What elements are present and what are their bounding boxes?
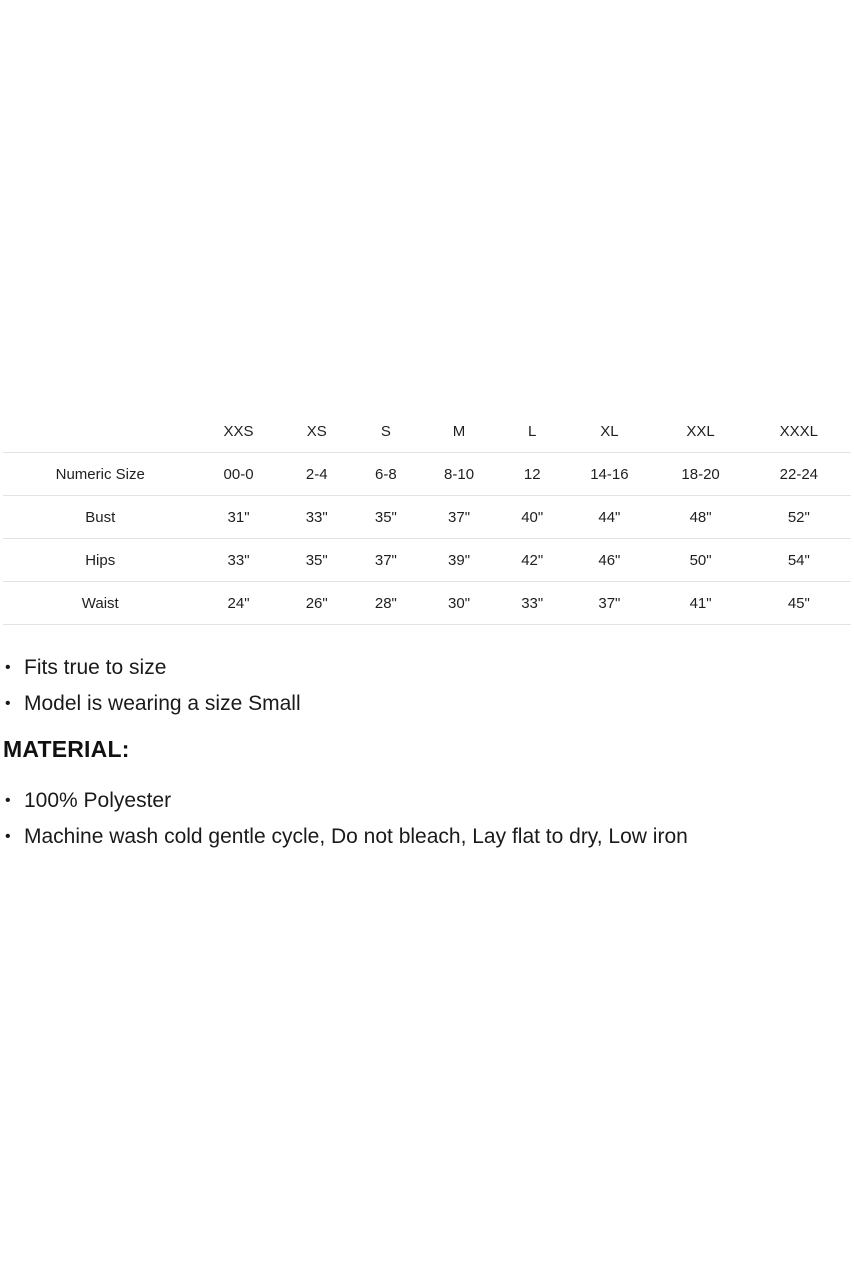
- table-cell: 00-0: [197, 453, 279, 496]
- header-size-s: S: [354, 410, 418, 453]
- header-size-xs: XS: [280, 410, 354, 453]
- table-cell: 45": [747, 582, 851, 625]
- row-label: Bust: [3, 496, 197, 539]
- table-cell: 35": [354, 496, 418, 539]
- table-cell: 28": [354, 582, 418, 625]
- table-cell: 33": [197, 539, 279, 582]
- table-cell: 46": [564, 539, 654, 582]
- row-label: Hips: [3, 539, 197, 582]
- bullet-icon: •: [5, 792, 11, 809]
- fit-note-text: Model is wearing a size Small: [24, 692, 301, 715]
- bullet-icon: •: [5, 659, 11, 676]
- table-cell: 50": [654, 539, 746, 582]
- table-cell: 14-16: [564, 453, 654, 496]
- list-item: [0, 783, 854, 819]
- table-cell: 54": [747, 539, 851, 582]
- table-cell: 33": [280, 496, 354, 539]
- table-cell: 22-24: [747, 453, 851, 496]
- size-header-row: [3, 410, 851, 453]
- material-item-text: 100% Polyester: [24, 789, 172, 812]
- table-cell: 37": [418, 496, 500, 539]
- header-size-xxs: XXS: [197, 410, 279, 453]
- size-chart-table: [3, 410, 851, 625]
- table-cell: 30": [418, 582, 500, 625]
- table-cell: 26": [280, 582, 354, 625]
- row-label: Waist: [3, 582, 197, 625]
- care-instructions-text: Machine wash cold gentle cycle, Do not bleach, Lay flat to dry, Low iron: [24, 825, 688, 848]
- table-row-bust: [3, 496, 851, 539]
- list-item: [0, 650, 854, 686]
- table-cell: 2-4: [280, 453, 354, 496]
- table-cell: 6-8: [354, 453, 418, 496]
- table-cell: 18-20: [654, 453, 746, 496]
- header-label-cell: [3, 410, 197, 453]
- table-cell: 35": [280, 539, 354, 582]
- table-cell: 52": [747, 496, 851, 539]
- list-item: [0, 819, 854, 855]
- header-size-xxl: XXL: [654, 410, 746, 453]
- bullet-icon: •: [5, 695, 11, 712]
- fit-note-text: Fits true to size: [24, 656, 167, 679]
- table-row-hips: [3, 539, 851, 582]
- row-label: Numeric Size: [3, 453, 197, 496]
- table-cell: 42": [500, 539, 564, 582]
- header-size-l: L: [500, 410, 564, 453]
- table-cell: 48": [654, 496, 746, 539]
- bullet-icon: •: [5, 828, 11, 845]
- table-cell: 33": [500, 582, 564, 625]
- table-cell: 39": [418, 539, 500, 582]
- list-item: [0, 686, 854, 722]
- table-row-numeric-size: [3, 453, 851, 496]
- header-size-xxxl: XXXL: [747, 410, 851, 453]
- table-cell: 24": [197, 582, 279, 625]
- table-cell: 41": [654, 582, 746, 625]
- table-cell: 31": [197, 496, 279, 539]
- header-size-m: M: [418, 410, 500, 453]
- material-heading: MATERIAL:: [3, 736, 130, 762]
- table-cell: 12: [500, 453, 564, 496]
- table-cell: 37": [564, 582, 654, 625]
- table-cell: 37": [354, 539, 418, 582]
- table-cell: 44": [564, 496, 654, 539]
- material-list: [0, 783, 854, 855]
- table-cell: 8-10: [418, 453, 500, 496]
- table-row-waist: [3, 582, 851, 625]
- header-size-xl: XL: [564, 410, 654, 453]
- fit-notes-list: [0, 650, 854, 722]
- table-cell: 40": [500, 496, 564, 539]
